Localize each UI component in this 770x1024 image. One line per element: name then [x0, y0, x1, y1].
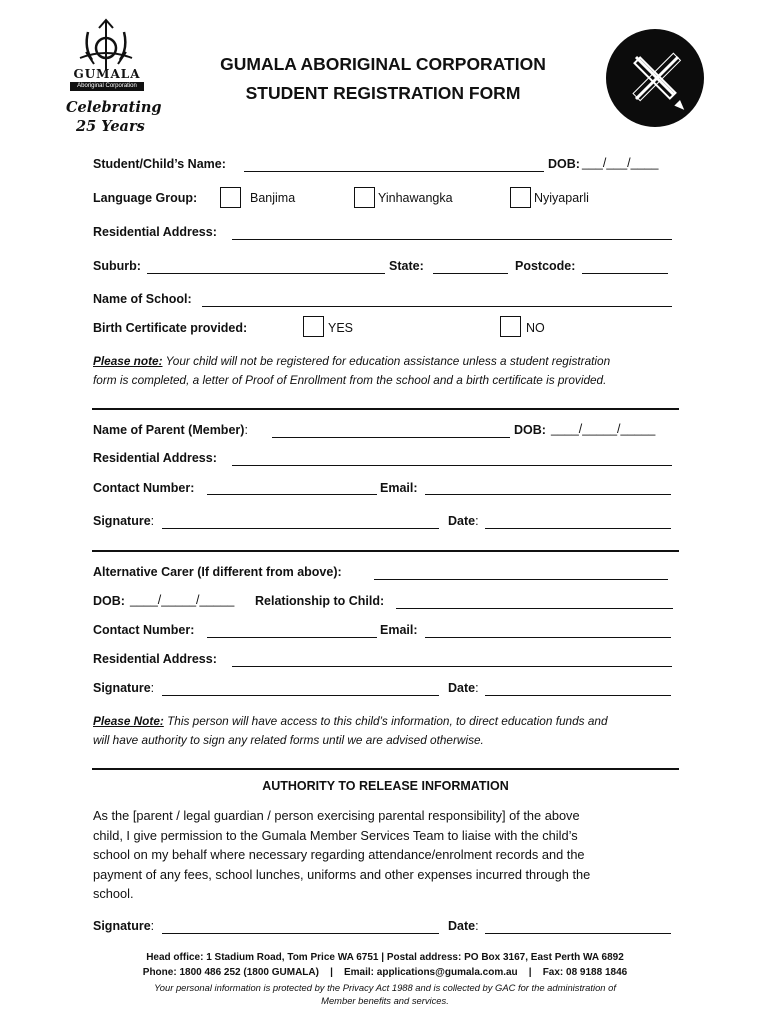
carer-dob-field[interactable]: ____/_____/_____ — [130, 593, 235, 607]
student-address-label: Residential Address: — [93, 225, 217, 239]
state-label: State: — [389, 259, 424, 273]
state-field[interactable] — [433, 273, 508, 274]
footer-address: Head office: 1 Stadium Road, Tom Price WA 6751 | Postal address: PO Box 3167, East Perth WA 6892 — [146, 952, 624, 963]
parent-name-field[interactable] — [272, 437, 510, 438]
authority-signature-field[interactable] — [162, 933, 439, 934]
parent-signature-field[interactable] — [162, 528, 439, 529]
parent-contact-label: Contact Number: — [93, 481, 195, 495]
carer-signature-label: Signature: — [93, 681, 155, 695]
parent-date-text: Date — [448, 514, 476, 528]
years-text: 25 Years — [76, 118, 145, 135]
page-subtitle: STUDENT REGISTRATION FORM — [245, 83, 521, 103]
student-dob-label: DOB: — [548, 157, 580, 171]
carer-note-line1: This person will have access to this child’s information, to direct education funds and — [163, 714, 608, 728]
banjima-checkbox[interactable] — [220, 187, 241, 208]
carer-contact-field[interactable] — [207, 637, 377, 638]
authority-line: payment of any fees, school lunches, uniforms and other expenses incurred through the — [93, 866, 591, 882]
parent-name-label — [93, 423, 248, 437]
suburb-label: Suburb: — [93, 259, 141, 273]
school-label: Name of School: — [93, 292, 192, 306]
carer-email-field[interactable] — [425, 637, 671, 638]
parent-date-field[interactable] — [485, 528, 671, 529]
parent-dob-label: DOB: — [514, 423, 546, 437]
footer-contact: Phone: 1800 486 252 (1800 GUMALA) | Email: applications@gumala.com.au | Fax: 08 9188 1846 — [142, 967, 628, 978]
authority-date-text: Date — [448, 919, 476, 933]
authority-date-field[interactable] — [485, 933, 671, 934]
authority-line: school. — [93, 886, 134, 901]
section-divider — [92, 768, 679, 770]
school-field[interactable] — [202, 306, 672, 307]
banjima-label: Banjima — [250, 191, 296, 205]
carer-date-field[interactable] — [485, 695, 671, 696]
student-name-label: Student/Child’s Name: — [93, 157, 226, 171]
language-group-label: Language Group: — [93, 191, 198, 205]
authority-paragraph — [93, 806, 693, 904]
nyiyaparli-checkbox[interactable] — [510, 187, 531, 208]
parent-contact-field[interactable] — [207, 494, 377, 495]
authority-date-label: Date: — [448, 919, 479, 933]
parent-address-field[interactable] — [232, 465, 672, 466]
birth-cert-label: Birth Certificate provided: — [93, 321, 248, 335]
parent-email-label: Email: — [380, 481, 418, 495]
carer-contact-label: Contact Number: — [93, 623, 195, 637]
student-name-field[interactable] — [244, 171, 544, 172]
parent-date-label: Date: — [448, 514, 479, 528]
yinhawangka-label: Yinhawangka — [378, 191, 453, 205]
carer-signature-text: Signature — [93, 681, 151, 695]
birth-cert-no-label: NO — [526, 321, 545, 335]
parent-signature-text: Signature — [93, 514, 151, 528]
authority-signature-text: Signature — [93, 919, 151, 933]
carer-note-label: Please Note: — [93, 714, 164, 728]
postcode-field[interactable] — [582, 273, 668, 274]
authority-heading: AUTHORITY TO RELEASE INFORMATION — [262, 779, 509, 793]
parent-address-label: Residential Address: — [93, 451, 217, 465]
yinhawangka-checkbox[interactable] — [354, 187, 375, 208]
student-note-line1: Your child will not be registered for education assistance unless a student registration — [162, 354, 611, 368]
student-address-field[interactable] — [232, 239, 672, 240]
carer-address-label: Residential Address: — [93, 652, 217, 666]
section-divider — [92, 408, 679, 410]
carer-heading: Alternative Carer (If different from above): — [93, 565, 342, 579]
carer-dob-label: DOB: — [93, 594, 125, 608]
authority-signature-label: Signature: — [93, 919, 155, 933]
birth-cert-yes-checkbox[interactable] — [303, 316, 324, 337]
student-note-label: Please note: — [93, 354, 163, 368]
authority-line: child, I give permission to the Gumala Member Services Team to liaise with the child’s — [93, 827, 578, 843]
birth-cert-no-checkbox[interactable] — [500, 316, 521, 337]
footer-privacy: Your personal information is protected by the Privacy Act 1988 and is collected by GAC for the administration of — [154, 982, 616, 993]
carer-address-field[interactable] — [232, 666, 672, 667]
carer-note — [93, 712, 683, 750]
parent-name-colon: : — [244, 423, 248, 437]
carer-email-label: Email: — [380, 623, 418, 637]
logo-name: GUMALA — [73, 67, 141, 81]
page-title: GUMALA ABORIGINAL CORPORATION — [220, 54, 546, 74]
parent-email-field[interactable] — [425, 494, 671, 495]
student-note-line2: form is completed, a letter of Proof of Enrollment from the school and a birth certificate is provided. — [93, 373, 607, 387]
authority-line: school on my behalf where necessary regarding attendance/enrolment records and the — [93, 847, 585, 862]
logo-subtitle: Aboriginal Corporation — [70, 82, 144, 91]
relationship-label: Relationship to Child: — [255, 594, 385, 608]
pen-ruler-icon — [606, 29, 704, 127]
postcode-label: Postcode: — [515, 259, 576, 273]
carer-date-text: Date — [448, 681, 476, 695]
carer-name-field[interactable] — [374, 579, 668, 580]
parent-dob-field[interactable]: ____/_____/_____ — [551, 422, 656, 436]
student-dob-field[interactable]: ___/___/____ — [582, 156, 659, 170]
footer-privacy-cont: Member benefits and services. — [321, 995, 449, 1006]
nyiyaparli-label: Nyiyaparli — [534, 191, 589, 205]
student-note — [93, 352, 683, 390]
carer-note-line2: will have authority to sign any related forms until we are advised otherwise. — [93, 733, 484, 747]
celebrating-text: Celebrating — [66, 99, 162, 116]
birth-cert-yes-label: YES — [328, 321, 354, 335]
parent-name-label-text: Name of Parent (Member) — [93, 423, 245, 437]
section-divider — [92, 550, 679, 552]
stationery-emblem — [606, 29, 704, 127]
authority-line: As the [parent / legal guardian / person exercising parental responsibility] of the above — [93, 808, 580, 823]
suburb-field[interactable] — [147, 273, 385, 274]
parent-signature-label: Signature: — [93, 514, 155, 528]
carer-signature-field[interactable] — [162, 695, 439, 696]
relationship-field[interactable] — [396, 608, 673, 609]
carer-date-label: Date: — [448, 681, 479, 695]
